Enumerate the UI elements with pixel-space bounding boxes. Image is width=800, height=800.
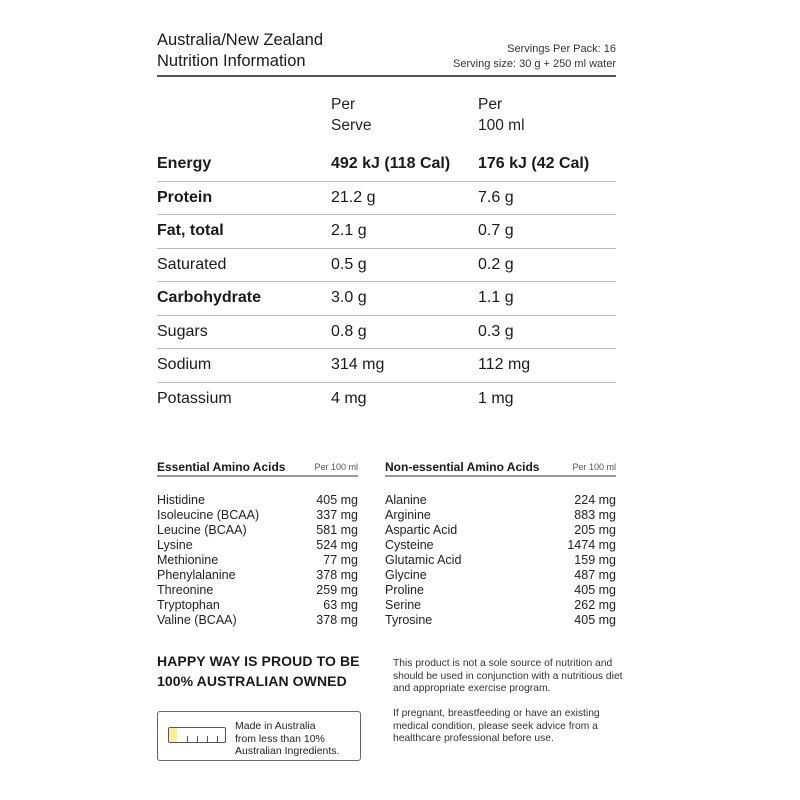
disclaimer-paragraph-1: This product is not a sole source of nutrition and should be used in conjunction with a nutritious diet and appropriate exercise program.: [393, 658, 623, 694]
column-header-per-serve: [331, 94, 372, 136]
amino-value: 224 mg: [574, 493, 616, 507]
per-serve-value: 0.8 g: [331, 322, 367, 340]
column-header-per-serve-line1: Per: [331, 96, 356, 113]
nonessential-amino-list: [385, 493, 616, 628]
column-header-per-100ml-line2: 100 ml: [478, 117, 525, 134]
amino-row: [385, 493, 616, 508]
country-of-origin-badge: [157, 711, 361, 761]
amino-value: 77 mg: [323, 553, 358, 567]
per-100ml-value: 0.2 g: [478, 255, 514, 273]
amino-row: [385, 538, 616, 553]
amino-name: Tryptophan: [157, 598, 220, 612]
per-serve-value: 21.2 g: [331, 188, 376, 206]
amino-name: Histidine: [157, 493, 205, 507]
amino-row: [385, 598, 616, 613]
amino-row: [385, 508, 616, 523]
essential-amino-acids-table: [157, 460, 358, 628]
per-100ml-value: 0.3 g: [478, 322, 514, 340]
amino-row: [385, 583, 616, 598]
nutrient-name: Carbohydrate: [157, 289, 262, 306]
disclaimer: [393, 658, 625, 758]
per-100ml-value: 1.1 g: [478, 289, 514, 306]
amino-name: Isoleucine (BCAA): [157, 508, 260, 522]
meter-tick: [217, 736, 218, 742]
amino-name: Proline: [385, 583, 424, 597]
amino-value: 337 mg: [316, 508, 358, 522]
badge-text: [235, 720, 339, 758]
per-serve-value: 4 mg: [331, 389, 367, 407]
amino-row: [157, 568, 358, 583]
nutrition-row-sodium: [157, 349, 616, 383]
amino-value: 883 mg: [574, 508, 616, 522]
amino-value: 378 mg: [316, 613, 358, 627]
title-line-1: Australia/New Zealand: [157, 31, 323, 49]
amino-value: 405 mg: [316, 493, 358, 507]
australian-ingredients-meter-icon: [168, 727, 226, 743]
per-serve-value: 492 kJ (118 Cal): [331, 155, 451, 172]
nutrient-name: Sodium: [157, 356, 212, 373]
nonessential-amino-header: [385, 460, 616, 477]
nonessential-amino-unit: Per 100 ml: [572, 462, 616, 472]
amino-row: [157, 493, 358, 508]
per-serve-value: 0.5 g: [331, 255, 367, 273]
amino-row: [157, 553, 358, 568]
per-100ml-value: 7.6 g: [478, 188, 514, 206]
amino-value: 581 mg: [316, 523, 358, 537]
nutrition-row-fat-total: [157, 215, 616, 249]
amino-name: Lysine: [157, 538, 193, 552]
essential-amino-unit: Per 100 ml: [314, 462, 358, 472]
column-header-per-serve-line2: Serve: [331, 117, 372, 134]
badge-line-2: from less than 10%: [235, 732, 325, 745]
amino-name: Glutamic Acid: [385, 553, 462, 567]
amino-row: [157, 598, 358, 613]
per-100ml-value: 176 kJ (42 Cal): [478, 155, 590, 172]
amino-value: 262 mg: [574, 598, 616, 612]
servings-per-pack: Servings Per Pack: 16: [507, 43, 616, 55]
header-divider: [157, 75, 616, 77]
amino-name: Aspartic Acid: [385, 523, 458, 537]
essential-amino-header: [157, 460, 358, 477]
nutrition-row-sugars: [157, 316, 616, 350]
disclaimer-paragraph-2: If pregnant, breastfeeding or have an existing medical condition, please seek advice from a healthcare professional before use.: [393, 708, 600, 744]
essential-amino-list: [157, 493, 358, 628]
per-100ml-value: 1 mg: [478, 389, 514, 407]
amino-row: [385, 568, 616, 583]
amino-name: Tyrosine: [385, 613, 433, 627]
nutrient-name: Protein: [157, 188, 213, 206]
amino-value: 259 mg: [316, 583, 358, 597]
amino-value: 1474 mg: [567, 538, 616, 552]
meter-fill: [169, 728, 177, 742]
per-100ml-value: 112 mg: [478, 356, 531, 373]
nutrition-row-saturated: [157, 249, 616, 283]
amino-name: Valine (BCAA): [157, 613, 237, 627]
title-line-2: Nutrition Information: [157, 52, 306, 70]
nutrient-name: Saturated: [157, 255, 227, 273]
proud-line-1: HAPPY WAY IS PROUD TO BE: [157, 653, 360, 669]
amino-row: [385, 553, 616, 568]
nutrient-name: Fat, total: [157, 222, 224, 239]
panel-title: [157, 30, 323, 72]
serving-size: Serving size: 30 g + 250 ml water: [453, 58, 616, 70]
amino-value: 405 mg: [574, 583, 616, 597]
amino-value: 159 mg: [574, 553, 616, 567]
amino-name: Alanine: [385, 493, 427, 507]
amino-row: [157, 583, 358, 598]
column-header-per-100ml: [478, 94, 525, 136]
badge-line-3: Australian Ingredients.: [235, 745, 340, 757]
amino-name: Threonine: [157, 583, 214, 597]
amino-name: Cysteine: [385, 538, 434, 552]
amino-value: 63 mg: [323, 598, 358, 612]
amino-value: 487 mg: [574, 568, 616, 582]
serving-info: [453, 42, 616, 72]
nutrition-row-carbohydrate: [157, 282, 616, 316]
nutrient-name: Energy: [157, 155, 212, 172]
amino-row: [157, 508, 358, 523]
nonessential-amino-acids-table: [385, 460, 616, 628]
per-serve-value: 3.0 g: [331, 289, 367, 306]
amino-name: Glycine: [385, 568, 427, 582]
proud-line-2: 100% AUSTRALIAN OWNED: [157, 673, 347, 689]
amino-name: Serine: [385, 598, 422, 612]
nutrition-row-energy: [157, 148, 616, 182]
nutrition-row-protein: [157, 182, 616, 216]
amino-name: Phenylalanine: [157, 568, 236, 582]
nutrition-table: [157, 148, 616, 415]
amino-name: Leucine (BCAA): [157, 523, 247, 537]
amino-value: 378 mg: [316, 568, 358, 582]
meter-tick: [197, 736, 198, 742]
per-serve-value: 2.1 g: [331, 222, 367, 239]
amino-value: 205 mg: [574, 523, 616, 537]
nutrient-name: Sugars: [157, 322, 208, 340]
essential-amino-heading: Essential Amino Acids: [157, 460, 286, 474]
per-serve-value: 314 mg: [331, 356, 385, 373]
amino-row: [157, 523, 358, 538]
amino-value: 524 mg: [316, 538, 358, 552]
meter-tick: [187, 736, 188, 742]
amino-row: [157, 613, 358, 628]
per-100ml-value: 0.7 g: [478, 222, 514, 239]
amino-row: [157, 538, 358, 553]
nutrition-row-potassium: [157, 383, 616, 416]
badge-line-1: Made in Australia: [235, 720, 316, 732]
amino-row: [385, 613, 616, 628]
amino-row: [385, 523, 616, 538]
meter-tick: [207, 736, 208, 742]
amino-name: Methionine: [157, 553, 219, 567]
amino-value: 405 mg: [574, 613, 616, 627]
australian-owned-statement: [157, 651, 360, 691]
amino-name: Arginine: [385, 508, 431, 522]
nonessential-amino-heading: Non-essential Amino Acids: [385, 460, 540, 474]
column-header-per-100ml-line1: Per: [478, 96, 503, 113]
nutrient-name: Potassium: [157, 389, 232, 407]
